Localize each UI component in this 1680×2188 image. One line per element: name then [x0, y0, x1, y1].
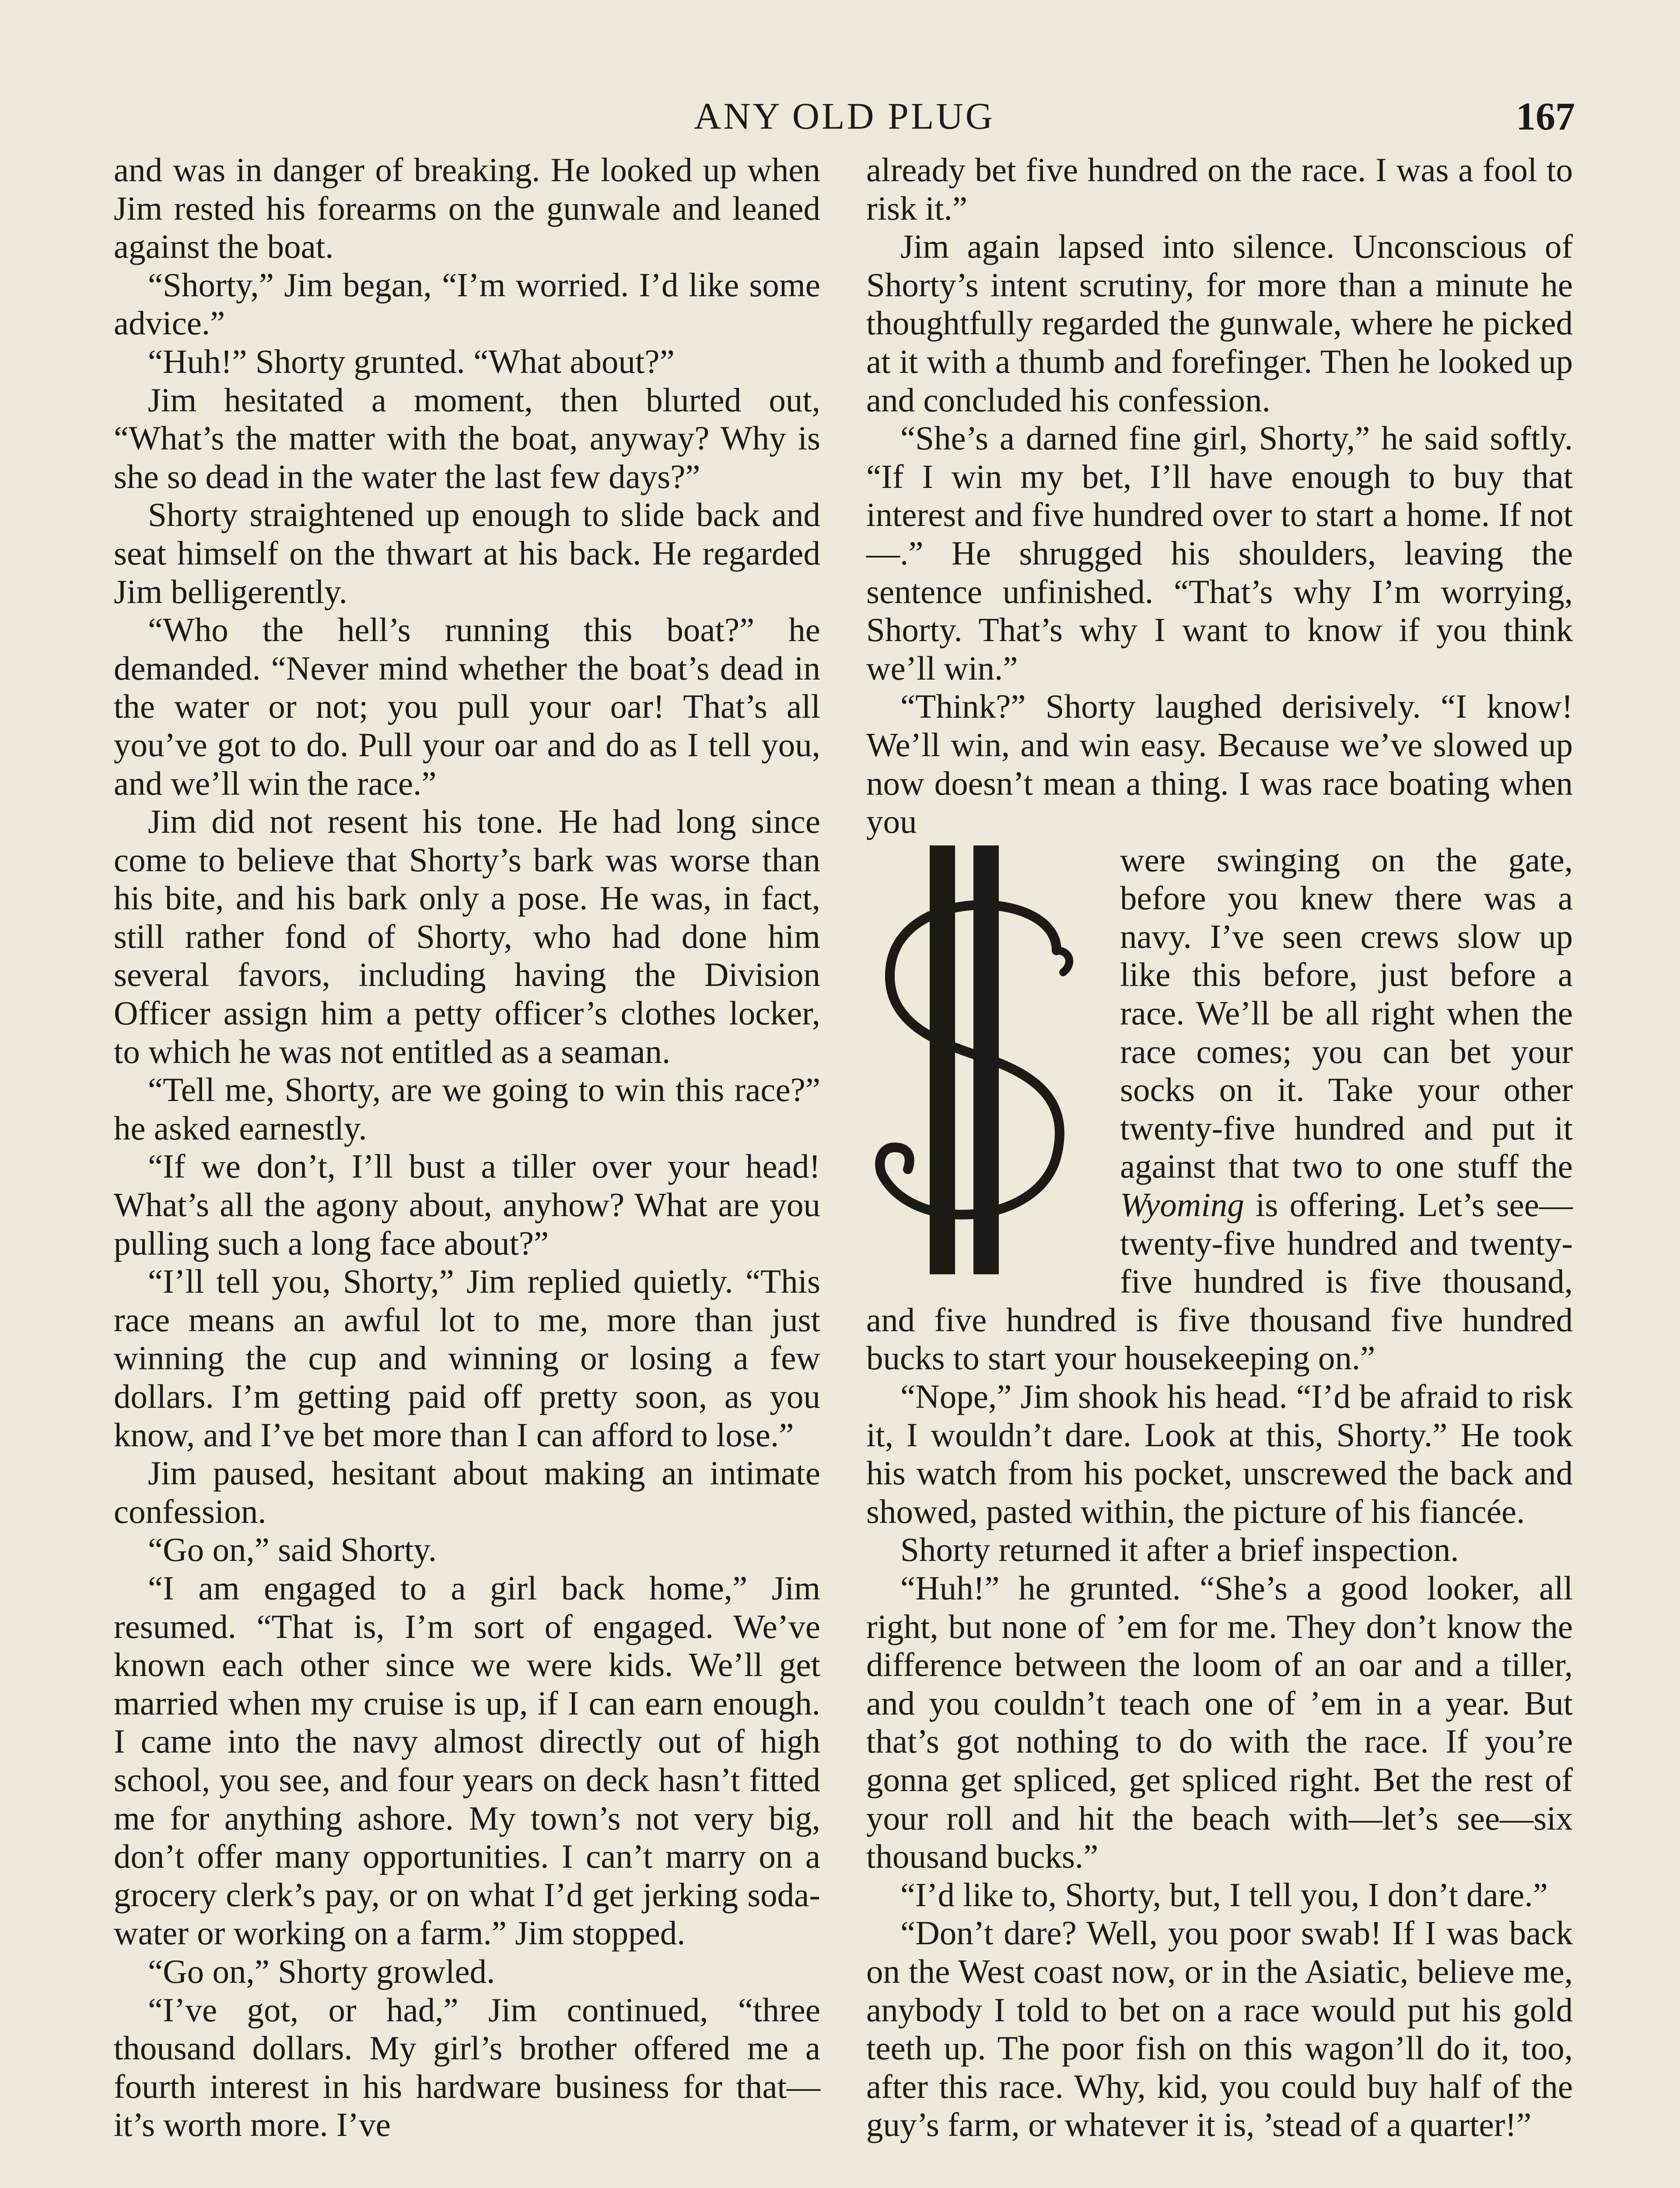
- page-header: [114, 94, 1575, 147]
- left-column: [114, 151, 820, 2144]
- paragraph: “If we don’t, I’ll bust a tiller over your head! What’s all the agony about, anyhow? What are you pulling such a long face about?”: [114, 1147, 820, 1262]
- ship-name: Wyoming: [1120, 1186, 1244, 1224]
- paragraph: “Huh!” he grunted. “She’s a good looker, all right, but none of ’em for me. They don’t know the difference between the loom of an oar and a tiller, and you couldn’t teach one of ’em in a year. But that’s got nothing to do with the race. If you’re gonna get spliced, get spliced right. Bet the rest of your roll and hit the beach with—let’s see—six thousand bucks.”: [866, 1569, 1573, 1876]
- paragraph: “Tell me, Shorty, are we going to win this race?” he asked earnestly.: [114, 1071, 820, 1147]
- paragraph: Jim hesitated a moment, then blurted out, “What’s the matter with the boat, anyway? Why is she so dead in the water the last few days?”: [114, 381, 820, 495]
- paragraph: “I’d like to, Shorty, but, I tell you, I don’t dare.”: [900, 1876, 1548, 1914]
- paragraph: “I’ll tell you, Shorty,” Jim replied quietly. “This race means an awful lot to me, more than just winning the cup and winning or losing a few dollars. I’m getting paid off pretty soon, as you know, and I’ve bet more than I can afford to lose.”: [114, 1262, 820, 1454]
- paragraph: “Think?” Shorty laughed derisively. “I know! We’ll win, and win easy. Because we’ve slowed up now doesn’t mean a thing. I was race boating when you: [866, 687, 1573, 841]
- paragraph: “Who the hell’s running this boat?” he demanded. “Never mind whether the boat’s dead in the water or not; you pull your oar! That’s all you’ve got to do. Pull your oar and do as I tell you, and we’ll win the race.”: [114, 611, 820, 802]
- dropcap-text-end: is offering. Let’s see—twenty-five hundred and twenty-five hundred is five thousand, and five hundred is five thousand five hundred bucks to start your housekeeping on.”: [866, 1186, 1573, 1377]
- paragraph: “Huh!” Shorty grunted. “What about?”: [148, 342, 675, 380]
- paragraph: “She’s a darned fine girl, Shorty,” he said softly. “If I win my bet, I’ll have enough to buy that interest and five hundred over to start a home. If not—.” He shrugged his shoulders, leaving the sentence unfinished. “That’s why I’m worrying, Shorty. That’s why I want to know if you think we’ll win.”: [866, 419, 1573, 687]
- paragraph: “Shorty,” Jim began, “I’m worried. I’d like some advice.”: [114, 266, 820, 342]
- dollar-sign-icon: [864, 841, 1111, 1279]
- paragraph: Shorty returned it after a brief inspection.: [900, 1531, 1459, 1569]
- dropcap-text: were swinging on the gate, before you knew there was a navy. I’ve seen crews slow up like this before, just before a race. We’ll be all right when the race comes; you can bet your socks on it. Take your other twenty-five hundred and put it against that two to one stuff the: [1120, 841, 1573, 1185]
- paragraph: Jim again lapsed into silence. Unconscious of Shorty’s intent scrutiny, for more than a minute he thoughtfully regarded the gunwale, where he picked at it with a thumb and forefinger. Then he looked up and concluded his confession.: [866, 228, 1573, 419]
- paragraph: already bet five hundred on the race. I was a fool to risk it.”: [866, 151, 1573, 227]
- paragraph: “Go on,” Shorty growled.: [148, 1952, 495, 1990]
- running-head: ANY OLD PLUG: [694, 95, 995, 137]
- paragraph: Jim did not resent his tone. He had long since come to believe that Shorty’s bark was worse than his bite, and his bark only a pose. He was, in fact, still rather fond of Shorty, who had done him several favors, including having the Division Officer assign him a petty officer’s clothes locker, to which he was not entitled as a seaman.: [114, 803, 820, 1070]
- paragraph: “I am engaged to a girl back home,” Jim resumed. “That is, I’m sort of engaged. We’ve known each other since we were kids. We’ll get married when my cruise is up, if I can earn enough. I came into the navy almost directly out of high school, you see, and four years on deck hasn’t fitted me for anything ashore. My town’s not very big, don’t offer many opportunities. I can’t marry on a grocery clerk’s pay, or on what I’d get jerking soda-water or working on a farm.” Jim stopped.: [114, 1569, 820, 1952]
- paragraph: “Don’t dare? Well, you poor swab! If I was back on the West coast now, or in the Asiatic, believe me, anybody I told to bet on a race would put his gold teeth up. The poor fish on this wagon’ll do it, too, after this race. Why, kid, you could buy half of the guy’s farm, or whatever it is, ’stead of a quarter!”: [866, 1914, 1573, 2144]
- paragraph: Jim paused, hesitant about making an intimate confession.: [114, 1454, 820, 1530]
- right-column: [866, 151, 1573, 2144]
- decorative-dollar-illustration: [864, 841, 1111, 1279]
- page-number: 167: [1516, 95, 1575, 138]
- paragraph: “I’ve got, or had,” Jim continued, “three thousand dollars. My girl’s brother offered me a fourth interest in his hardware business for that—it’s worth more. I’ve: [114, 1991, 820, 2144]
- paragraph: “Go on,” said Shorty.: [148, 1531, 437, 1569]
- paragraph: Shorty straightened up enough to slide back and seat himself on the thwart at his back. He regarded Jim belligerently.: [114, 496, 820, 610]
- paragraph: “Nope,” Jim shook his head. “I’d be afraid to risk it, I wouldn’t dare. Look at this, Shorty.” He took his watch from his pocket, unscrewed the back and showed, pasted within, the picture of his fiancée.: [866, 1378, 1573, 1530]
- paragraph: and was in danger of breaking. He looked up when Jim rested his forearms on the gunwale and leaned against the boat.: [114, 151, 820, 266]
